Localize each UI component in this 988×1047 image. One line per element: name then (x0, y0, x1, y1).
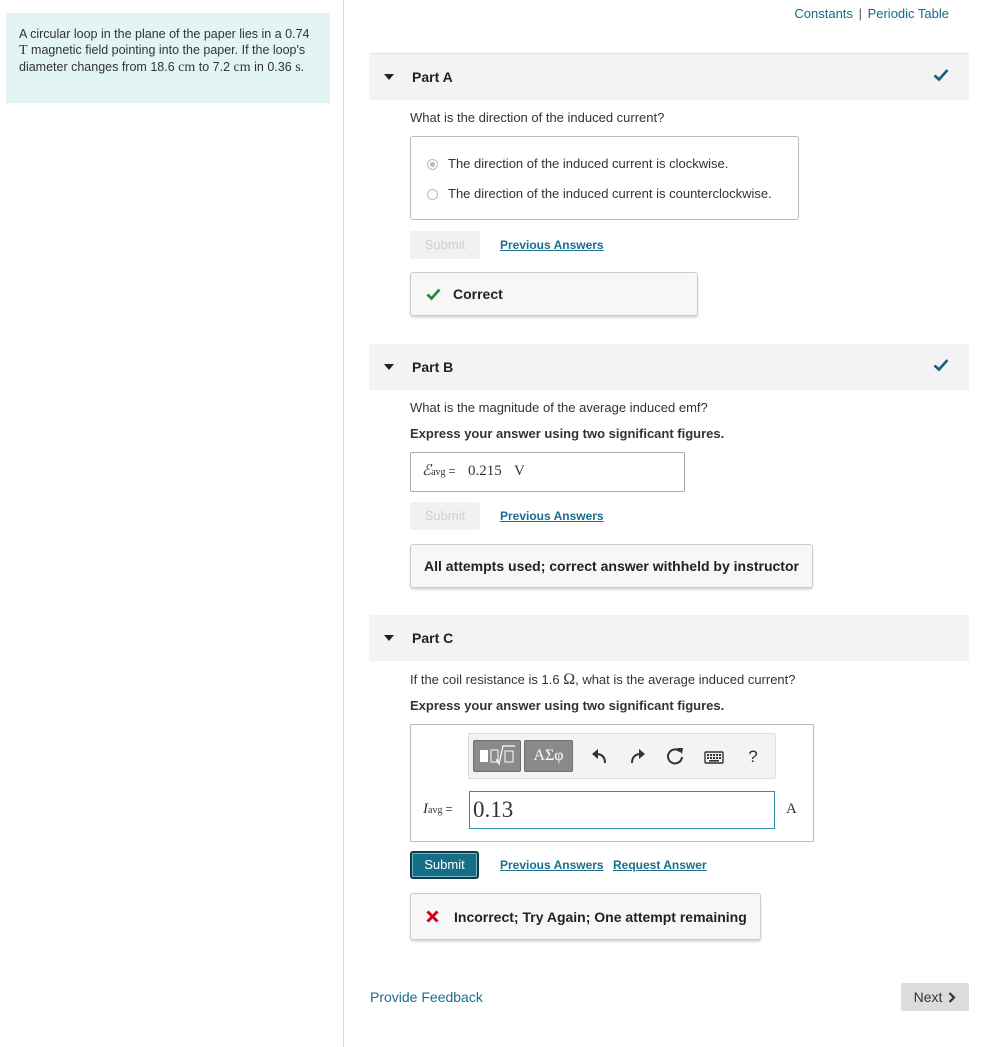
part-c-previous-answers-link[interactable]: Previous Answers (500, 858, 604, 872)
part-b-feedback (410, 544, 813, 588)
part-a-previous-answers-link[interactable]: Previous Answers (500, 238, 604, 252)
chevron-right-icon (948, 992, 956, 1003)
link-separator: | (858, 6, 862, 21)
question-text-1: If the coil resistance is 1.6 (410, 672, 560, 687)
problem-text-3: to (198, 60, 210, 74)
emf-letter: ℰ (422, 463, 432, 479)
greek-symbols-button[interactable]: ΑΣφ (524, 740, 573, 772)
templates-button[interactable] (473, 740, 521, 772)
part-a-feedback (410, 272, 698, 316)
checkmark-icon (933, 68, 949, 82)
current-subscript: avg (428, 805, 443, 816)
help-icon[interactable]: ? (748, 747, 758, 766)
part-b-answer-value: 0.215 (468, 463, 502, 479)
current-symbol (423, 801, 452, 818)
templates-icon (474, 741, 520, 771)
feedback-text: All attempts used; correct answer withheld by instructor (424, 558, 799, 574)
problem-text-4: in (254, 60, 264, 74)
feedback-text: Correct (453, 286, 503, 302)
reset-icon[interactable] (664, 746, 686, 768)
answer-options (410, 136, 799, 220)
part-b-answer-display (410, 452, 685, 492)
part-a-title: Part A (412, 69, 453, 85)
part-b-answer-unit: V (514, 463, 525, 479)
part-c-submit-button[interactable]: Submit (410, 851, 479, 879)
part-c-question (410, 671, 796, 689)
next-label: Next (913, 989, 943, 1005)
incorrect-x-icon (426, 910, 439, 923)
field-value: 0.74 (285, 27, 310, 41)
part-b-question: What is the magnitude of the average induced emf? (410, 400, 708, 415)
panel-divider (343, 0, 344, 1047)
option-label: The direction of the induced current is clockwise. (448, 156, 729, 171)
t-unit: s (295, 60, 301, 75)
part-c-feedback (410, 893, 761, 940)
periodic-table-link[interactable]: Periodic Table (867, 6, 949, 21)
part-a-submit-button[interactable]: Submit (410, 231, 480, 259)
t-value: 0.36 (267, 60, 292, 74)
emf-symbol (422, 461, 456, 480)
top-links (794, 6, 949, 21)
emf-subscript: avg (431, 467, 446, 478)
problem-statement (6, 13, 330, 103)
equals-sign: = (445, 802, 453, 816)
part-c-instruction: Express your answer using two significant figures. (410, 698, 725, 713)
part-a-header[interactable] (369, 54, 969, 100)
correct-check-icon (426, 288, 441, 301)
math-toolbar (468, 733, 776, 779)
part-c-header[interactable] (369, 615, 969, 661)
provide-feedback-link[interactable]: Provide Feedback (370, 989, 483, 1005)
part-b-title: Part B (412, 359, 454, 375)
current-letter: I (423, 801, 428, 817)
collapse-caret-icon (384, 74, 394, 80)
option-clockwise[interactable] (427, 156, 728, 171)
part-b-submit-button[interactable]: Submit (410, 502, 480, 530)
answer-unit: A (786, 801, 797, 817)
radio-button[interactable] (427, 159, 438, 170)
constants-link[interactable]: Constants (794, 6, 853, 21)
part-c-title: Part C (412, 630, 454, 646)
part-c-answer-area (410, 724, 814, 842)
part-b-previous-answers-link[interactable]: Previous Answers (500, 509, 604, 523)
keyboard-icon[interactable] (703, 746, 725, 768)
redo-icon[interactable] (626, 746, 648, 768)
d2-unit: cm (233, 60, 251, 75)
d1-value: 18.6 (150, 60, 175, 74)
request-answer-link[interactable]: Request Answer (613, 858, 707, 872)
option-label: The direction of the induced current is counterclockwise. (448, 186, 772, 201)
feedback-text: Incorrect; Try Again; One attempt remaining (454, 909, 747, 925)
collapse-caret-icon (384, 364, 394, 370)
next-button[interactable] (901, 983, 969, 1011)
checkmark-icon (933, 358, 949, 372)
problem-text-2: magnetic field pointing into the paper. If the loop's diameter changes from (19, 43, 306, 74)
collapse-caret-icon (384, 635, 394, 641)
part-b-header[interactable] (369, 344, 969, 390)
problem-text-1: A circular loop in the plane of the paper lies in a (19, 27, 282, 41)
part-b-instruction: Express your answer using two significant figures. (410, 426, 725, 441)
part-a-question: What is the direction of the induced current? (410, 110, 665, 125)
ohm-unit: Ω (563, 671, 576, 688)
d1-unit: cm (178, 60, 196, 75)
undo-icon[interactable] (589, 746, 611, 768)
radio-button[interactable] (427, 189, 438, 200)
field-unit: T (19, 43, 28, 58)
d2-value: 7.2 (212, 60, 231, 74)
problem-text-5: . (300, 60, 305, 74)
equals-sign: = (448, 464, 456, 478)
option-counterclockwise[interactable] (427, 186, 772, 201)
question-text-2: , what is the average induced current? (575, 672, 796, 687)
answer-input[interactable]: 0.13 (469, 791, 775, 829)
